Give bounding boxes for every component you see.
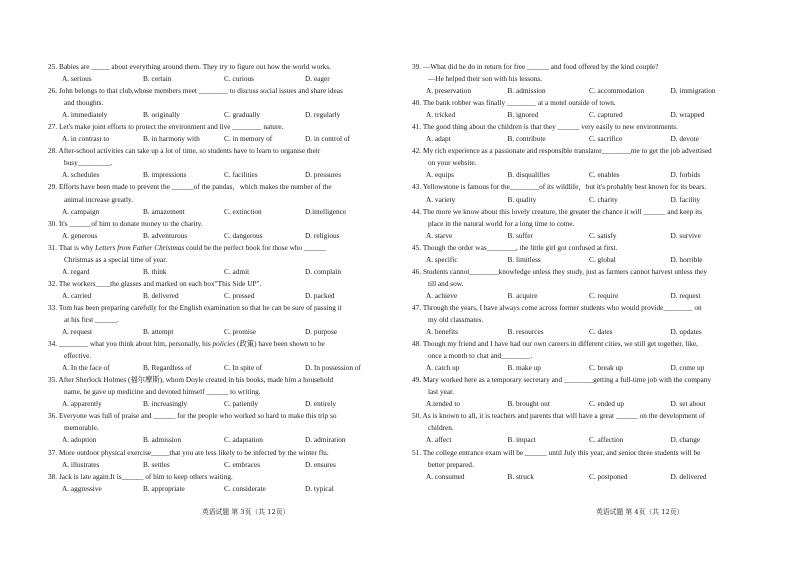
question-36 [48, 410, 386, 446]
question-27 [48, 121, 386, 145]
answer-option: B. certain [143, 74, 172, 84]
question-stem [412, 338, 752, 350]
question-number: 48. [412, 339, 423, 349]
answer-options [412, 362, 752, 374]
answer-options [412, 434, 752, 446]
answer-option: B. ignored [507, 110, 539, 120]
question-text: Students cannot________knowledge unless they study, just as farmers cannot harvest unless they [422, 266, 708, 276]
question-text: The college entrance exam will be ______ until July this year, and senior three students will be [422, 447, 701, 457]
answer-option: A. equips [426, 170, 454, 180]
question-text: once a month to chat and________. [428, 351, 533, 361]
question-stem [412, 61, 752, 73]
answer-option: B. admission [143, 435, 182, 445]
answer-option: A. carried [62, 290, 92, 300]
answer-option: D. regularly [305, 110, 341, 120]
question-stem [48, 61, 386, 73]
question-stem [412, 181, 752, 193]
question-45 [412, 242, 752, 266]
question-text: More outdoor physical exercise_____that you are less likely to be infected by the winter flu. [58, 447, 329, 457]
question-stem [48, 278, 386, 290]
answer-options [48, 133, 386, 145]
answer-option: B. quality [507, 194, 537, 204]
answer-options [412, 194, 752, 206]
question-40 [412, 97, 752, 121]
answer-option: C. promise [224, 327, 257, 337]
question-stem-continued [412, 218, 752, 230]
question-text: The more we know about this lovely creature, the greater the chance it will ______ and keep its [422, 206, 703, 216]
question-stem-continued [412, 459, 752, 471]
answer-option: A. in contrast to [62, 134, 110, 144]
question-number: 37. [48, 447, 59, 457]
answer-options [412, 230, 752, 242]
answer-option: D. horrible [670, 254, 703, 264]
question-text: and thoughts. [64, 98, 104, 108]
answer-option: D. in control of [305, 134, 350, 144]
answer-option: B. appropriate [143, 483, 185, 493]
question-text: on your website. [428, 158, 477, 168]
answer-option: D. devote [670, 134, 699, 144]
question-stem [412, 447, 752, 459]
question-46 [412, 266, 752, 302]
question-32 [48, 278, 386, 302]
answer-option: B. brought out [507, 399, 550, 409]
answer-options [412, 85, 752, 97]
question-34 [48, 338, 386, 374]
answer-option: A. tricked [426, 110, 456, 120]
answer-options [48, 266, 386, 278]
answer-option: D. typical [305, 483, 334, 493]
answer-option: C. considerate [224, 483, 266, 493]
question-stem-continued [412, 73, 752, 85]
question-stem-continued [48, 254, 386, 266]
question-text: The good thing about the children is that they ______ very easily to new environments. [422, 122, 678, 132]
question-number: 45. [412, 242, 423, 252]
answer-option: C. require [589, 290, 619, 300]
question-38 [48, 471, 386, 495]
answer-options [412, 109, 752, 121]
answer-option: A. In the face of [62, 363, 110, 373]
question-text: last year. [428, 387, 454, 397]
question-number: 34. [48, 339, 59, 349]
answer-option: A. specific [426, 254, 458, 264]
answer-option: C. admit [224, 266, 250, 276]
answer-options [48, 459, 386, 471]
question-number: 50. [412, 411, 423, 421]
answer-option: D. set about [670, 399, 706, 409]
answer-option: A. affect [426, 435, 452, 445]
question-28 [48, 145, 386, 181]
question-stem-continued [48, 422, 386, 434]
question-text: Mary worked here as a temporary secretary and ________getting a full-time job with the company [422, 375, 712, 385]
question-stem [48, 471, 386, 483]
answer-option: A. schedules [62, 170, 100, 180]
question-35 [48, 374, 386, 410]
question-stem-continued [412, 278, 752, 290]
answer-option: D. purpose [305, 327, 338, 337]
answer-option: D. survive [670, 230, 701, 240]
answer-option: C. gradually [224, 110, 261, 120]
answer-options [48, 398, 386, 410]
question-number: 28. [48, 146, 59, 156]
answer-option: B. increasingly [143, 399, 188, 409]
question-42 [412, 145, 752, 181]
answer-option: C. break up [589, 363, 623, 373]
question-stem [48, 85, 386, 97]
answer-option: A. achieve [426, 290, 458, 300]
question-stem [48, 181, 386, 193]
answer-option: B. resources [507, 327, 544, 337]
question-text: My rich experience as a passionate and responsible translator________me to get the job advertised [422, 146, 712, 156]
question-text: Though the order was________, the little girl got confused at first. [422, 242, 618, 252]
answer-option: B. admission [507, 86, 546, 96]
question-text: ________ what you think about him, personally, his policies (政策) have been shown to be [58, 339, 325, 349]
question-39 [412, 61, 752, 97]
answer-option: A. generous [62, 230, 98, 240]
answer-option: A. preservation [426, 86, 471, 96]
answer-options [48, 483, 386, 495]
answer-option: C. global [589, 254, 616, 264]
answer-option: A. apparently [62, 399, 102, 409]
question-number: 43. [412, 182, 423, 192]
question-48 [412, 338, 752, 374]
question-number: 31. [48, 242, 59, 252]
question-stem [48, 121, 386, 133]
question-text: till and sow. [428, 278, 464, 288]
question-text: The bank robber was finally ________ at a motel outside of town. [422, 98, 616, 108]
question-stem-continued [48, 157, 386, 169]
answer-option: B. make up [507, 363, 541, 373]
question-stem [48, 338, 386, 350]
answer-option: B. disqualifies [507, 170, 550, 180]
question-number: 47. [412, 302, 423, 312]
question-number: 30. [48, 218, 59, 228]
answer-option: D. come up [670, 363, 705, 373]
question-text: busy_________. [64, 158, 113, 168]
answer-option: B. settles [143, 459, 170, 469]
question-51 [412, 447, 752, 483]
answer-option: D. change [670, 435, 701, 445]
answer-option: A. consumed [426, 471, 465, 481]
question-text: Let's make joint efforts to protect the environment and live ________ nature. [58, 122, 284, 132]
answer-option: B. think [143, 266, 167, 276]
question-stem [48, 410, 386, 422]
answer-option: A. aggressive [62, 483, 102, 493]
answer-options [48, 206, 386, 218]
answer-option: C. adaptation [224, 435, 263, 445]
answer-option: B. adventurous [143, 230, 188, 240]
answer-option: D. pressures [305, 170, 342, 180]
question-stem [412, 206, 752, 218]
question-stem [412, 145, 752, 157]
question-text: animal increase greatly. [64, 194, 134, 204]
answer-option: B. Regardless of [143, 363, 192, 373]
question-37 [48, 447, 386, 471]
question-49 [412, 374, 752, 410]
answer-option: D. updates [670, 327, 702, 337]
answer-option: C. extinction [224, 206, 262, 216]
answer-option: D. wrapped [670, 110, 705, 120]
question-text: Everyone was full of praise and ______ for the people who worked so hard to make this trip so [58, 411, 337, 421]
answer-options [412, 326, 752, 338]
answer-option: B. struck [507, 471, 534, 481]
question-text: better prepared. [428, 459, 474, 469]
answer-option: D.intelligence [305, 206, 347, 216]
page-footer-right: 英语试题 第 4页（共 12页） [596, 508, 684, 516]
answer-options [48, 290, 386, 302]
question-50 [412, 410, 752, 446]
answer-options [412, 254, 752, 266]
question-text: After-school activities can take up a lot of time, so students have to learn to organise their [58, 146, 321, 156]
question-stem-continued [48, 97, 386, 109]
question-text: It's ______of him to donate money to the charity. [58, 218, 203, 228]
answer-option: A. variety [426, 194, 456, 204]
question-text: As is known to all, it is teachers and parents that will have a great ______ on the development of [422, 411, 706, 421]
question-number: 29. [48, 182, 59, 192]
answer-option: A.tended to [426, 399, 461, 409]
question-stem-continued [48, 194, 386, 206]
answer-option: A. illustrates [62, 459, 100, 469]
question-number: 39. [412, 62, 423, 71]
question-number: 32. [48, 278, 59, 288]
answer-option: C. satisfy [589, 230, 617, 240]
answer-option: D. In possession of [305, 363, 361, 373]
question-text: —He helped their son with his lessons. [428, 74, 543, 84]
answer-option: A. benefits [426, 327, 459, 337]
answer-option: B. amazement [143, 206, 185, 216]
answer-option: A. request [62, 327, 92, 337]
answer-option: C. affection [589, 435, 624, 445]
answer-options [48, 109, 386, 121]
question-stem [48, 447, 386, 459]
question-number: 33. [48, 302, 59, 312]
question-text: Tom has been preparing carefully for the English examination so that he can be sure of passing it [58, 302, 342, 312]
question-text: Efforts have been made to prevent the ______of the pandas，which makes the number of the [58, 182, 332, 192]
question-stem [48, 302, 386, 314]
answer-option: A. catch up [426, 363, 460, 373]
answer-options [412, 290, 752, 302]
answer-option: B. suffer [507, 230, 533, 240]
answer-option: B. limitless [507, 254, 541, 264]
question-33 [48, 302, 386, 338]
question-stem-continued [412, 314, 752, 326]
answer-option: D. admiration [305, 435, 346, 445]
question-41 [412, 121, 752, 145]
answer-option: D. entirely [305, 399, 337, 409]
question-text: After Sherlock Holmes (福尔摩斯), whom Doyle created in his books, made him a household [58, 375, 334, 385]
answer-options [48, 326, 386, 338]
question-text: memorable. [64, 423, 99, 433]
question-26 [48, 85, 386, 121]
answer-option: D. immigration [670, 86, 716, 96]
answer-option: C. postponed [589, 471, 628, 481]
question-text: my old classmates. [428, 314, 484, 324]
question-stem-continued [48, 350, 386, 362]
answer-option: B. impact [507, 435, 536, 445]
answer-option: A. adapt [426, 134, 451, 144]
question-stem-continued [412, 350, 752, 362]
question-text: place in the natural world for a long time to come. [428, 218, 575, 228]
question-stem [48, 145, 386, 157]
answer-option: D. eager [305, 74, 330, 84]
question-number: 38. [48, 471, 59, 481]
answer-option: A. campaign [62, 206, 100, 216]
question-stem [48, 242, 386, 254]
question-stem [412, 121, 752, 133]
answer-option: D. packed [305, 290, 335, 300]
answer-option: C. dates [589, 327, 613, 337]
question-44 [412, 206, 752, 242]
question-stem [412, 242, 752, 254]
left-question-column [48, 61, 386, 495]
answer-options [412, 471, 752, 483]
question-number: 36. [48, 411, 59, 421]
question-text: John belongs to that club,whose members meet ________ to discuss social issues and share ideas [58, 86, 343, 96]
question-stem-continued [412, 422, 752, 434]
answer-option: C. captured [589, 110, 623, 120]
question-number: 49. [412, 375, 423, 385]
question-text: at his first ______. [64, 314, 119, 324]
answer-option: B. attempt [143, 327, 174, 337]
answer-option: B. acquire [507, 290, 538, 300]
answer-option: C. curious [224, 74, 254, 84]
question-number: 27. [48, 122, 59, 132]
answer-options [412, 169, 752, 181]
question-number: 41. [412, 122, 423, 132]
answer-option: B. contribute [507, 134, 546, 144]
question-stem [412, 302, 752, 314]
question-number: 44. [412, 206, 423, 216]
answer-option: B. impressions [143, 170, 187, 180]
answer-option: D. delivered [670, 471, 707, 481]
question-text: Babies are _____ about everything around them. They try to figure out how the world works. [58, 62, 331, 71]
question-text: Jack is late again.It is______ of him to keep others waiting. [58, 471, 233, 481]
question-stem [412, 97, 752, 109]
question-stem [412, 374, 752, 386]
answer-option: A. adoption [62, 435, 97, 445]
question-stem-continued [48, 386, 386, 398]
answer-option: D. religious [305, 230, 340, 240]
question-43 [412, 181, 752, 205]
answer-options [412, 133, 752, 145]
answer-option: C. enables [589, 170, 620, 180]
question-number: 46. [412, 266, 423, 276]
answer-options [48, 230, 386, 242]
question-number: 42. [412, 146, 423, 156]
answer-option: D. facility [670, 194, 701, 204]
question-text: Yellowstone is famous for the________of its wildlife，but it's probably best known for its bears. [422, 182, 707, 192]
question-number: 40. [412, 98, 423, 108]
answer-option: C. dangerous [224, 230, 263, 240]
right-question-column [412, 61, 752, 483]
question-stem [412, 266, 752, 278]
question-stem [48, 374, 386, 386]
question-stem [412, 410, 752, 422]
answer-option: C. accommodation [589, 86, 645, 96]
answer-option: C. patiently [224, 399, 259, 409]
answer-option: D. complain [305, 266, 342, 276]
question-stem-continued [412, 386, 752, 398]
question-text: effective. [64, 351, 92, 361]
question-text: —What did he do in return for free ______ and food offered by the kind couple? [422, 62, 659, 71]
question-stem [48, 218, 386, 230]
answer-option: B. delivered [143, 290, 179, 300]
question-text: Through the years, I have always come across former students who would provide________ on [422, 302, 702, 312]
answer-option: A. immediately [62, 110, 108, 120]
answer-option: C. sacrifice [589, 134, 623, 144]
answer-option: A. serious [62, 74, 92, 84]
question-number: 51. [412, 447, 423, 457]
question-number: 35. [48, 375, 59, 385]
question-stem-continued [412, 157, 752, 169]
answer-options [412, 398, 752, 410]
question-25 [48, 61, 386, 85]
question-number: 25. [48, 62, 59, 71]
question-31 [48, 242, 386, 278]
question-text: That is why Letters from Father Christmas could be the perfect book for those who ______ [58, 242, 326, 252]
question-text: children. [428, 423, 454, 433]
answer-options [48, 362, 386, 374]
answer-option: B. in harmony with [143, 134, 200, 144]
answer-option: A. regard [62, 266, 90, 276]
answer-option: C. embraces [224, 459, 261, 469]
question-29 [48, 181, 386, 217]
question-text: Christmas as a special time of year. [64, 254, 168, 264]
answer-option: C. facilities [224, 170, 258, 180]
answer-option: D. forbids [670, 170, 701, 180]
question-text: The workers____the glasses and marked on each box"This Side UP". [58, 278, 262, 288]
answer-option: B. originally [143, 110, 180, 120]
answer-option: C. In spite of [224, 363, 263, 373]
answer-options [48, 434, 386, 446]
question-number: 26. [48, 86, 59, 96]
question-30 [48, 218, 386, 242]
answer-option: D. request [670, 290, 701, 300]
answer-options [48, 169, 386, 181]
page-footer-left: 英语试题 第 3页（共 12页） [202, 508, 290, 516]
answer-option: C. charity [589, 194, 618, 204]
answer-option: C. in memory of [224, 134, 273, 144]
question-text: Though my friend and I have had our own careers in different cities, we still get together, like, [422, 339, 698, 349]
answer-option: C. pressed [224, 290, 255, 300]
question-47 [412, 302, 752, 338]
answer-option: A. starve [426, 230, 453, 240]
answer-options [48, 73, 386, 85]
answer-option: D. ensures [305, 459, 336, 469]
question-stem-continued [48, 314, 386, 326]
question-text: name, he gave up medicine and devoted himself ______ to writing. [64, 387, 261, 397]
answer-option: C. ended up [589, 399, 625, 409]
